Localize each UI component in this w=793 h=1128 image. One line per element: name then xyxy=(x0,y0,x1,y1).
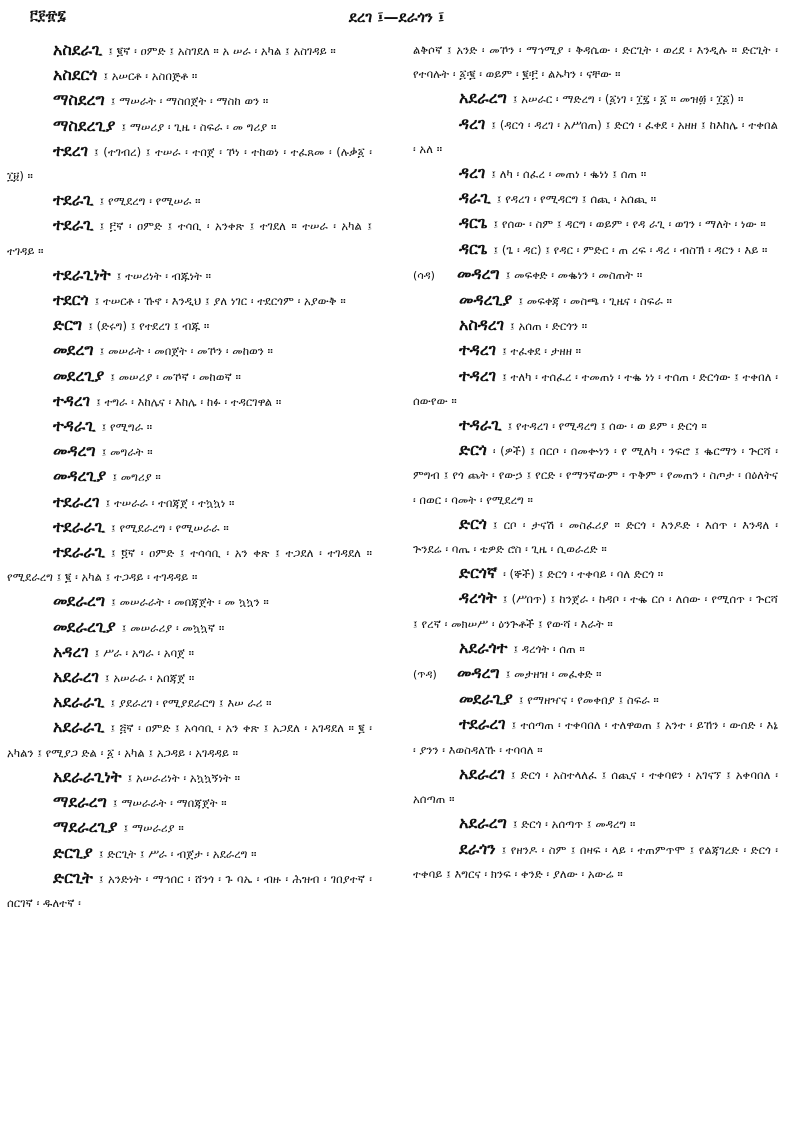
entry-headword: ድርጊት xyxy=(53,867,93,887)
entry-definition: ፤ ፭ኛ ፡ ዐምድ ፤ አሳሳቢ ፡ አን ቀጽ ፤ አጋደለ ፡ አገዳደለ ። ፪ ፡ አካልን ፤ የሚያጋ ድል ፡ ፩ ፡ አካል ፤ አጋዳይ ፡ አገዳዳይ ። xyxy=(7,721,372,760)
entry-definition: ፤ መሠሪያ ፡ መኾኛ ፡ መከወኛ ። xyxy=(110,369,241,384)
entry-definition: ፡ (ኞች) ፤ ድርጎ ፡ ተቀባይ ፡ ባለ ድርጎ ። xyxy=(503,567,664,582)
entry-headword: አደራረገ xyxy=(459,763,505,783)
dictionary-entry xyxy=(6,389,372,414)
dictionary-entry xyxy=(412,636,778,661)
entry-headword: ማደራረጊያ xyxy=(53,817,118,837)
entry-definition: ፡ (ዎች) ፤ በርቦ ፡ በመቍነን ፡ የ ሚለካ ፡ ንፍሮ ፤ ቈርማን ፡ ጕርሻ ፡ ምግብ ፤ የጎ ጨት ፡ የውኃ ፤ የርድ ፡ የማንኛውም ፡ ጥቅም ፡ የመጠን ፡ ስጦታ ፡ በዕለትና ፡ በወር ፡ ባመት ፡ የሚደረግ ። xyxy=(413,444,778,507)
entry-definition: ፤ መግሪያ ። xyxy=(112,470,161,485)
entry-headword: ድርጎ xyxy=(459,513,487,533)
entry-definition: ፤ ድርጊት ፤ ሥራ ፡ ብጀታ ፡ አደራረግ ። xyxy=(98,846,257,861)
dictionary-entry xyxy=(6,765,372,790)
entry-headword: አስዳረገ xyxy=(459,315,505,335)
entry-headword: ማስደረግ xyxy=(53,90,105,110)
running-head: ደረገ ፤—ደራጎን ፤ xyxy=(348,8,445,26)
entry-headword: አደራራጊ xyxy=(53,692,105,712)
entry-headword: ተደራራጊ xyxy=(53,542,106,562)
entry-definition: ፤ መሠራራት ፡ መበጃጀት ፡ መ ኳኳን ። xyxy=(111,595,269,610)
entry-headword: ዳርጌ xyxy=(459,213,488,233)
dictionary-entry xyxy=(6,589,372,614)
dictionary-entry xyxy=(412,561,778,586)
entry-definition: ፤ የማዘዣና ፡ የመቀበያ ፤ ስፍራ ። xyxy=(518,693,659,708)
entry-definition: ፤ መፍቀድ ፡ መቈነን ፡ መስጠት ። xyxy=(505,267,643,282)
entry-definition: ፤ (ጌ ፡ ዳር) ፤ የዳር ፡ ምድር ፡ ጠ ረፍ ፡ ዳረ ፡ ብስኽ ፡ ዳርን ፡ እይ ። xyxy=(493,242,768,257)
dictionary-entry xyxy=(6,715,372,764)
dictionary-entry xyxy=(6,841,372,866)
dictionary-entry xyxy=(6,263,372,288)
dictionary-entry xyxy=(6,690,372,715)
dictionary-entry xyxy=(412,338,778,363)
entry-headword: አደራረግ xyxy=(459,813,507,833)
entry-headword: አደራረግ xyxy=(459,88,507,108)
dictionary-entry xyxy=(412,512,778,561)
left-column xyxy=(6,38,372,915)
entry-headword: መደራረጊያ xyxy=(53,616,116,636)
dictionary-entry xyxy=(6,338,372,363)
entry-headword: አደራራጊ xyxy=(53,717,105,737)
entry-definition: ፤ ማሠራሪያ ። xyxy=(123,821,184,836)
entry-definition: ፤ ማሠራራት ፡ ማበጃጀት ። xyxy=(112,796,227,811)
dictionary-entry xyxy=(412,661,778,687)
entry-headword: ድርግ xyxy=(53,315,83,335)
entry-definition: ፤ ማሠሪያ ፡ ጊዜ ፡ ስፍራ ፡ መ ግሪያ ። xyxy=(121,119,277,134)
entry-definition: ፤ የሚደረግ ፡ የሚሠራ ። xyxy=(99,194,201,209)
entry-headword: ድርጎኛ xyxy=(459,563,498,583)
entry-headword: ተደራጊ xyxy=(53,190,94,210)
entry-headword: ዳራጊ xyxy=(459,188,491,208)
entry-definition: ፤ (ሥበጥ) ፤ ከንጀራ ፡ ከዳቦ ፡ ተቈ ርሶ ፡ ለሰው ፡ የሚሰጥ ፡ ጕርሻ ፤ የረኛ ፡ መክሠሥ ፡ ዕንጕቶች ፤ የውሻ ፡ እራት ። xyxy=(413,592,778,631)
dictionary-entry xyxy=(412,313,778,338)
entry-definition: ፤ የዳረገ ፡ የሚዳርግ ፤ ሰጪ ፡ አሰጪ ። xyxy=(496,192,657,207)
dictionary-entry xyxy=(412,811,778,836)
dictionary-entry xyxy=(6,114,372,139)
entry-definition: ፤ ፪ኛ ፡ ዐምድ ፤ አስገደለ ። አ ሠራ ፡ አካል ፤ አስገዳይ ። xyxy=(108,44,336,58)
entry-headword: መደረጊያ xyxy=(53,365,105,385)
entry-headword: አደራረገ xyxy=(53,667,99,687)
entry-definition: ፤ ተለካ ፡ ተሰፈረ ፡ ተመጠነ ፡ ተቈ ነነ ፡ ተሰጠ ፡ ድርጎው ፤ ተቀበለ ፡ ሰውየው ። xyxy=(413,369,778,408)
entry-headword: መደረግ xyxy=(53,340,94,360)
entry-headword: ማደራረግ xyxy=(53,792,107,812)
entry-headword: መደራረግ xyxy=(53,591,106,611)
dictionary-entry xyxy=(412,186,778,211)
entry-headword: ተዳረገ xyxy=(459,340,497,360)
dictionary-entry xyxy=(412,586,778,635)
dictionary-entry xyxy=(6,188,372,213)
entry-definition: ፤ አንድነት ፡ ማኅበር ፡ ሸንጎ ፡ ጉ ባኤ ፡ ብዙ ፡ ሕዝብ ፡ ገበያተኛ ፡ ሰርገኛ ፡ ዱለተኛ ፡ xyxy=(7,871,372,910)
right-column xyxy=(412,38,778,886)
dictionary-entry xyxy=(6,540,372,589)
dictionary-entry xyxy=(6,790,372,815)
entry-definition: ፤ መፍቀጃ ፡ መስጫ ፡ ጊዜና ፡ ስፍራ ። xyxy=(518,294,672,309)
dictionary-entry xyxy=(6,615,372,640)
entry-headword: መዳረግ xyxy=(53,441,96,461)
dictionary-entry xyxy=(6,213,372,262)
entry-headword: አዳረገ xyxy=(53,641,89,661)
entry-definition: ፤ አሠርቶ ፡ አስበጅቶ ። xyxy=(103,69,198,84)
entry-headword: አደራራጊነት xyxy=(53,766,122,786)
dictionary-entry xyxy=(412,288,778,313)
entry-definition: ፤ ማሠራት ፡ ማስበጀት ፡ ማስከ ወን ። xyxy=(110,94,269,109)
entry-definition: ፤ (ዳርጎ ፡ ዳረገ ፡ አሥበጠ) ፤ ድርጎ ፡ ፈቀደ ፡ አዘዘ ፤ ከእከሌ ፡ ተቀበል ፡ አለ ። xyxy=(413,117,778,156)
entry-headword: ማስደረጊያ xyxy=(53,115,116,135)
dictionary-entry xyxy=(412,837,778,886)
entry-definition: ፤ ርቦ ፡ ታናሽ ፡ መስፈሪያ ። ድርጎ ፡ እንዶድ ፡ እሰጥ ፡ እንዳለ ፡ ጕንደሬ ፡ ባጤ ፡ ቴዎድ ሮስ ፡ ጊዜ ፡ ሲወራረድ ። xyxy=(413,517,778,557)
entry-definition: ፤ አሠራሪነት ፡ አኳኳኝነት ። xyxy=(127,770,240,785)
entry-headword: ተዳረገ xyxy=(459,365,497,385)
entry-marker: (ጥዳ) xyxy=(413,668,437,682)
dictionary-entry xyxy=(6,640,372,665)
entry-headword: መዳረግ xyxy=(457,663,500,683)
page-number: ፫፻፹፯ xyxy=(30,8,66,24)
dictionary-entry xyxy=(412,112,778,161)
entry-definition: ፤ አሰጠ ፡ ድርጎን ። xyxy=(510,319,588,334)
entry-headword: ተዳራጊ xyxy=(53,416,96,436)
dictionary-entry xyxy=(412,161,778,186)
dictionary-entry xyxy=(6,288,372,313)
entry-headword: አስደራጊ xyxy=(53,40,103,59)
dictionary-entry xyxy=(412,438,778,512)
dictionary-entry xyxy=(6,414,372,439)
entry-headword: ተደራረገ xyxy=(459,714,506,734)
entry-definition: ፤ ድርጎ ፡ አስተላለፈ ፤ ሰጪና ፡ ተቀባዩን ፡ አገናኘ ፤ አቀባበለ ፡ አሰጣጠ ። xyxy=(413,767,778,807)
entry-marker: (ሳዳ) xyxy=(413,268,435,282)
entry-definition: ፤ የተዳረገ ፡ የሚዳረግ ፤ ሰው ፡ ወ ይም ፡ ድርጎ ። xyxy=(507,419,707,434)
entry-definition: ፤ ፫ኛ ፡ ዐምድ ፤ ተሳቢ ፡ አንቀጽ ፤ ተገደለ ። ተሠራ ፡ አካል ፤ ተገዳይ ። xyxy=(7,219,372,258)
entry-definition: ልቅሶኛ ፤ አንድ ፡ መኾን ፡ ማኅሚያ ፡ ቅዳሴው ፡ ድርጊት ፡ ወረደ ፡ እንዲሉ ። ድርጊት ፡ የተባሉት ፡ ፩፡፪ ፡ ወይም ፡ ፪፡፫ ፡ ልኡካን ፡ ናቸው ። xyxy=(413,43,778,82)
entry-headword: መዳረጊያ xyxy=(53,466,107,486)
entry-definition: ፤ መሠራሪያ ፡ መኳኳኛ ። xyxy=(121,620,225,635)
dictionary-entry xyxy=(6,313,372,338)
entry-headword: ተደራጊ xyxy=(53,215,94,235)
entry-definition: ፤ የሰው ፡ ስም ፤ ዳርግ ፡ ወይም ፡ የዳ ራጊ ፡ ወገን ፡ ማለት ፡ ነው ። xyxy=(493,217,766,232)
page-header xyxy=(0,6,793,30)
entry-headword: መዳረግ xyxy=(457,263,500,283)
dictionary-entry xyxy=(6,63,372,88)
entry-headword: ዳረጎት xyxy=(459,588,497,608)
dictionary-entry xyxy=(412,237,778,262)
entry-headword: ተደረገ xyxy=(53,140,89,160)
dictionary-entry xyxy=(6,464,372,489)
entry-definition: ፤ (ድሩግ) ፤ የተደረገ ፤ ብጁ ። xyxy=(88,319,210,334)
entry-headword: ተዳረገ xyxy=(53,390,91,410)
entry-headword: ድርጊያ xyxy=(53,842,93,862)
entry-definition: ፤ ሥራ ፡ አግራ ፡ አባጀ ። xyxy=(94,645,195,660)
entry-headword: ዳረገ xyxy=(459,163,486,183)
entry-headword: ዳርጌ xyxy=(459,238,488,258)
entry-headword: አስደርጎ xyxy=(53,65,98,85)
dictionary-entry xyxy=(6,866,372,915)
entry-definition: ፤ መግራት ። xyxy=(101,445,153,460)
dictionary-entry xyxy=(412,211,778,236)
entry-definition: ፤ ያደራረገ ፡ የሚያደራርግ ፤ እሠ ራሪ ። xyxy=(110,696,272,711)
dictionary-entry xyxy=(6,38,372,63)
entry-headword: አደራጎተ xyxy=(459,637,508,657)
dictionary-entry xyxy=(6,439,372,464)
entry-definition: ፤ ተፈቀደ ፡ ታዘዘ ። xyxy=(502,344,582,359)
entry-headword: ተደራራጊ xyxy=(53,516,106,536)
entry-definition: ፤ ፬ኛ ፡ ዐምድ ፤ ተሳሳቢ ፡ አን ቀጽ ፤ ተጋደለ ፡ ተገዳደለ ። የሚደራረግ ፤ ፪ ፡ አካል ፤ ተጋዳይ ፡ ተገዳዳይ ። xyxy=(7,546,372,585)
entry-definition: ፤ ድርጎ ፡ አሰጣጥ ፤ መዳረግ ። xyxy=(512,817,636,832)
entry-definition: ፤ የዘንዶ ፡ ስም ፤ በዛፍ ፡ ላይ ፡ ተጠምጥሞ ፤ የልጃገረድ ፡ ድርጎ ፡ ተቀባይ ፤ እግርና ፡ ክንፍ ፡ ቀንድ ፡ ያለው ፡ አውሬ ። xyxy=(413,842,778,881)
entry-definition: ፤ ተግራ ፡ እከሌና ፡ እከሌ ፡ ከፉ ፡ ተዳርገዋል ። xyxy=(96,394,282,409)
entry-headword: ደራጎን xyxy=(459,838,496,858)
entry-headword: ተደራጊነት xyxy=(53,264,111,284)
dictionary-entry xyxy=(6,88,372,113)
dictionary-entry xyxy=(412,413,778,438)
entry-definition: ፤ ዳረጎት ፡ ሰጠ ። xyxy=(513,641,585,656)
dictionary-entry xyxy=(412,687,778,712)
dictionary-entry xyxy=(412,86,778,111)
entry-definition: ፤ የሚግራ ። xyxy=(101,420,153,435)
entry-headword: መደራጊያ xyxy=(459,689,513,709)
entry-headword: ተዳራጊ xyxy=(459,415,502,435)
entry-definition: ፤ ተሠርቶ ፡ ኹኖ ፡ እንዲህ ፤ ያለ ነገር ፡ ተደርጎም ፡ አያውቅ ። xyxy=(94,294,346,309)
entry-definition: ፤ (ተገብረ) ፤ ተሠራ ፡ ተበጀ ፡ ኾነ ፡ ተከወነ ፡ ተፈጸመ ፡ (ሉቃ፩ ፡ ፲፱) ። xyxy=(7,144,372,184)
dictionary-entry xyxy=(412,364,778,413)
entry-definition: ፤ ተሰጣጠ ፡ ተቀባበለ ፡ ተለዋወጠ ፤ አንተ ፡ ይኸን ፡ ውሰድ ፡ እኔ ፡ ያንን ፡ እወስዳለኹ ፡ ተባባለ ። xyxy=(413,718,778,757)
entry-headword: ድርጎ xyxy=(459,440,487,460)
entry-headword: ተደራረገ xyxy=(53,491,100,511)
entry-definition: ፤ መሠራት ፡ መበጀት ፡ መኾን ፡ መከወን ። xyxy=(99,344,273,359)
entry-definition: ፤ ለካ ፡ ሰፈረ ፡ መጠነ ፡ ቈነነ ፤ ሰጠ ። xyxy=(491,167,647,182)
entry-headword: ተደርጎ xyxy=(53,290,89,310)
entry-definition: ፤ መታዘዝ ፡ መፈቀድ ። xyxy=(505,667,602,682)
dictionary-entry xyxy=(6,139,372,188)
dictionary-entry xyxy=(6,515,372,540)
entry-headword: ዳረገ xyxy=(459,113,486,133)
entry-definition: ፤ ተሠሪነት ፡ ብጁነት ። xyxy=(116,268,212,283)
dictionary-entry xyxy=(412,262,778,288)
entry-definition: ፤ ተሠራራ ፡ ተበጃጀ ፡ ተኳኳነ ። xyxy=(105,495,235,510)
dictionary-entry xyxy=(6,815,372,840)
dictionary-entry xyxy=(412,712,778,761)
dictionary-entry xyxy=(6,665,372,690)
dictionary-entry xyxy=(6,364,372,389)
entry-headword: መዳረጊያ xyxy=(459,290,513,310)
entry-definition: ፤ አሠራራ ፡ አበጃጀ ። xyxy=(104,671,195,686)
dictionary-entry xyxy=(412,762,778,811)
entry-definition: ፤ የሚደራረግ ፡ የሚሠራራ ። xyxy=(111,520,229,535)
entry-definition: ፤ አሠራር ፡ ማድረግ ፡ (፩ነገ ፡ ፲፯ ፡ ፩ ። መዝ፴ ፡ ፲፩) ። xyxy=(512,92,744,107)
dictionary-entry xyxy=(6,490,372,515)
dictionary-entry xyxy=(412,38,778,86)
